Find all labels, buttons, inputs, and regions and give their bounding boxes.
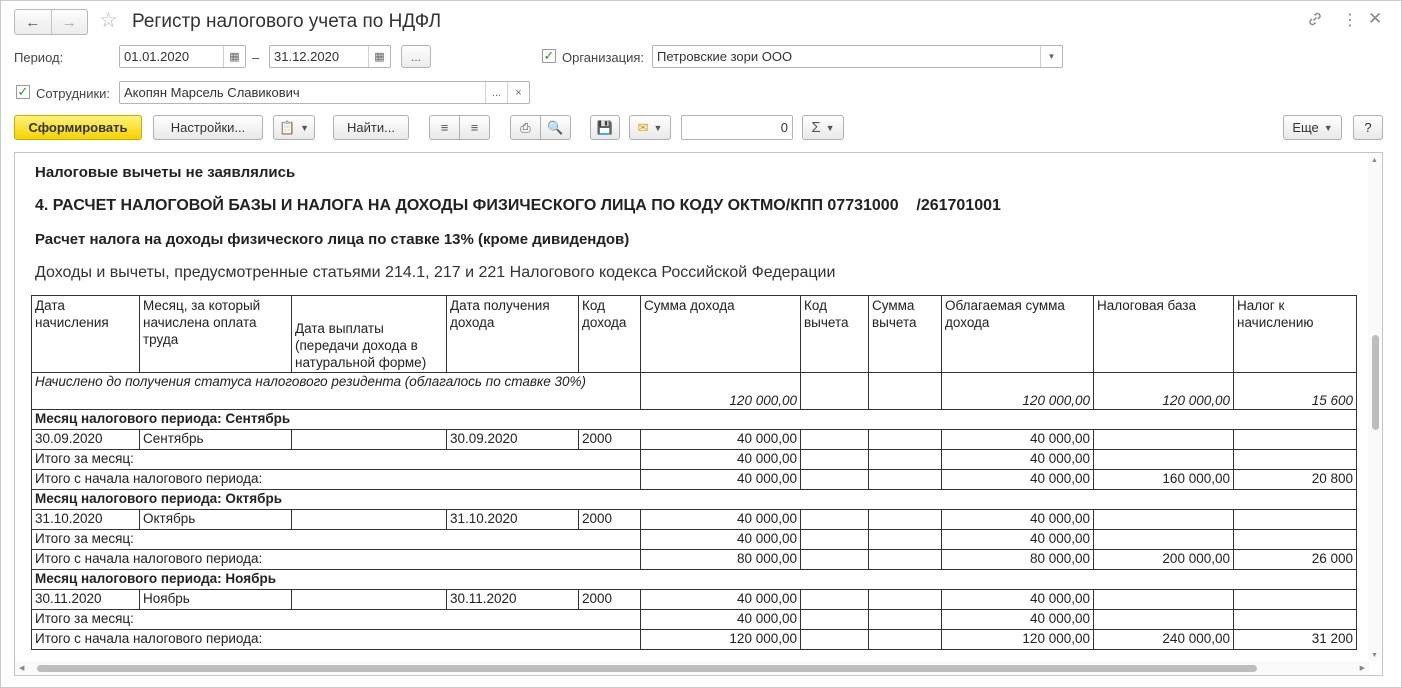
cell-income: 80 000,00 [641,550,801,570]
vertical-scroll-thumb[interactable] [1372,335,1379,430]
page-title: Регистр налогового учета по НДФЛ [132,11,442,32]
table-row [32,590,1357,610]
generate-button[interactable]: Сформировать [14,115,142,140]
cell-receipt-date: 31.10.2020 [447,510,579,530]
column-header: Налог к начислению [1234,296,1357,373]
sigma-icon: Σ [811,119,821,136]
horizontal-scroll-thumb[interactable] [37,665,1257,672]
month-total-row [32,530,1357,550]
cell-base: 200 000,00 [1094,550,1234,570]
cell-base: 240 000,00 [1094,630,1234,650]
column-header: Налоговая база [1094,296,1234,373]
cell-empty [1234,610,1357,630]
settings-button[interactable]: Настройки... [153,115,263,140]
cell-month: Сентябрь [140,430,292,450]
ytd-total-label: Итого с начала налогового периода: [32,550,641,570]
cell-empty [292,430,447,450]
cell-taxable: 40 000,00 [942,510,1094,530]
report-document[interactable] [14,152,1383,676]
cell-empty [869,510,942,530]
horizontal-scrollbar[interactable] [15,661,1369,675]
column-header: Сумма дохода [641,296,801,373]
employee-value: Акопян Марсель Славикович [124,85,300,100]
report-variants-button[interactable] [273,115,315,140]
scroll-down-icon[interactable]: ▼ [1371,652,1378,659]
cell-empty [292,510,447,530]
cell-empty [869,590,942,610]
collapse-groups-button[interactable] [459,115,490,140]
column-header: Дата начисления [32,296,140,373]
more-button[interactable] [1283,115,1342,140]
employee-select-button[interactable]: ... [485,82,507,103]
table-row [32,510,1357,530]
cell-empty [1094,530,1234,550]
column-header: Дата получения дохода [447,296,579,373]
more-vertical-icon[interactable]: ⋮ [1342,12,1358,29]
cell-taxable: 40 000,00 [942,430,1094,450]
ytd-total-row [32,550,1357,570]
rate-title: Расчет налога на доходы физического лица по ставке 13% (кроме дивидендов) [35,231,630,248]
cell-month: Октябрь [140,510,292,530]
cell-empty [1234,450,1357,470]
chevron-down-icon: ▼ [653,122,663,133]
cell-month: Ноябрь [140,590,292,610]
cell-empty [1234,530,1357,550]
month-section-header: Месяц налогового периода: Ноябрь [32,570,1357,590]
date-from-field[interactable] [119,45,246,68]
organization-label: Организация: [562,50,645,65]
print-preview-button[interactable] [540,115,571,140]
period-select-button[interactable]: ... [401,45,431,68]
ytd-total-row [32,470,1357,490]
cell-empty [869,530,942,550]
cell-empty [801,470,869,490]
scroll-right-icon[interactable]: ▶ [1359,665,1365,672]
checkmark-icon: ✓ [543,48,555,63]
column-header: Код дохода [579,296,641,373]
date-from-value: 01.01.2020 [124,49,190,64]
cell-taxable: 80 000,00 [942,550,1094,570]
cell-empty [801,450,869,470]
title-bar [1,1,1401,43]
month-total-label: Итого за месяц: [32,450,641,470]
chevron-down-icon[interactable]: ▼ [1040,46,1062,67]
printer-icon: ⎙ [520,119,531,135]
cell-taxable: 120 000,00 [942,630,1094,650]
cell-empty [1094,430,1234,450]
cell-base: 160 000,00 [1094,470,1234,490]
month-section-header: Месяц налогового периода: Октябрь [32,490,1357,510]
table-row [32,430,1357,450]
sum-field[interactable]: 0 [681,115,793,140]
cell-accrual-date: 30.11.2020 [32,590,140,610]
arrow-right-icon: → [61,13,77,31]
star-icon[interactable]: ☆ [99,9,118,32]
chevron-down-icon: ▼ [825,122,835,133]
cell-code: 2000 [579,590,641,610]
calendar-icon[interactable]: ▦ [223,46,245,67]
forward-button[interactable] [51,10,88,34]
clear-icon[interactable]: × [507,82,529,103]
cell-empty [801,510,869,530]
navigation-buttons [14,9,88,35]
cell-taxable: 40 000,00 [942,450,1094,470]
cell-empty [1234,590,1357,610]
organization-checkbox[interactable] [542,49,556,63]
month-section-row [32,410,1357,430]
close-icon[interactable]: ✕ [1368,9,1383,28]
cell-empty [801,610,869,630]
cell-taxable: 120 000,00 [942,373,1094,410]
column-header: Сумма вычета [869,296,942,373]
cell-code: 2000 [579,430,641,450]
cell-empty [869,550,942,570]
sum-mode-button[interactable] [802,115,844,140]
save-button[interactable] [590,115,620,140]
cell-income: 40 000,00 [641,590,801,610]
cell-tax: 20 800 [1234,470,1357,490]
employee-field[interactable] [119,81,530,104]
date-to-field[interactable] [269,45,391,68]
help-button[interactable]: ? [1353,115,1383,140]
date-to-value: 31.12.2020 [274,49,340,64]
month-total-row [32,450,1357,470]
cell-empty [1094,510,1234,530]
cell-empty [801,630,869,650]
back-button[interactable] [15,10,51,34]
cell-empty [869,610,942,630]
cell-empty [1234,510,1357,530]
cell-empty [1094,610,1234,630]
cell-empty [869,470,942,490]
cell-empty [1094,450,1234,470]
month-section-row [32,570,1357,590]
month-total-label: Итого за месяц: [32,610,641,630]
print-preview-icon: 🔍 [547,119,564,135]
cell-tax: 31 200 [1234,630,1357,650]
cell-empty [801,530,869,550]
chevron-down-icon: ▼ [300,122,310,133]
ytd-total-row [32,630,1357,650]
cell-taxable: 40 000,00 [942,530,1094,550]
more-label: Еще [1292,120,1319,135]
scroll-left-icon[interactable]: ◀ [19,665,25,672]
cell-accrual-date: 31.10.2020 [32,510,140,530]
column-header: Месяц, за который начислена оплата труда [140,296,292,373]
find-button[interactable]: Найти... [333,115,409,140]
cell-income: 40 000,00 [641,610,801,630]
cell-empty [801,550,869,570]
ytd-total-label: Итого с начала налогового периода: [32,470,641,490]
cell-empty [869,450,942,470]
non-resident-row [32,373,1357,410]
expand-groups-button[interactable] [429,115,460,140]
column-header: Облагаемая сумма дохода [942,296,1094,373]
period-label: Период: [14,50,64,65]
send-email-button[interactable] [629,115,671,140]
cell-empty [292,590,447,610]
organization-value: Петровские зори ООО [657,49,793,64]
income-note: Доходы и вычеты, предусмотренные статьями 214.1, 217 и 221 Налогового кодекса Российской Федерации [35,264,836,281]
cell-income: 40 000,00 [641,450,801,470]
list-expand-icon: ≡ [440,120,449,135]
cell-empty [1094,590,1234,610]
cell-receipt-date: 30.09.2020 [447,430,579,450]
envelope-icon: ✉ [637,119,649,135]
floppy-disk-icon: 💾 [596,119,614,135]
clipboard-icon: 📋 [278,119,296,135]
cell-taxable: 40 000,00 [942,590,1094,610]
vertical-scrollbar[interactable] [1368,153,1382,661]
employees-checkbox[interactable] [16,85,30,99]
checkmark-icon: ✓ [17,84,29,99]
cell-empty [1234,430,1357,450]
cell-empty [801,430,869,450]
cell-tax: 15 600 [1234,373,1357,410]
calendar-icon[interactable]: ▦ [368,46,390,67]
list-collapse-icon: ≡ [470,120,479,135]
arrow-left-icon: ← [25,13,41,31]
month-total-row [32,610,1357,630]
cell-income: 40 000,00 [641,510,801,530]
table-header-row [32,296,1357,373]
cell-empty [801,590,869,610]
scroll-up-icon[interactable]: ▲ [1371,157,1378,164]
period-dash: – [252,50,260,65]
cell-taxable: 40 000,00 [942,610,1094,630]
cell-income: 40 000,00 [641,430,801,450]
tax-register-table [31,295,1357,650]
organization-field[interactable] [652,45,1063,68]
non-resident-label: Начислено до получения статуса налогового резидента (облагалось по ставке 30%) [32,373,641,410]
chevron-down-icon: ▼ [1323,122,1333,133]
month-section-row [32,490,1357,510]
cell-empty [869,630,942,650]
cell-income: 40 000,00 [641,470,801,490]
employees-label: Сотрудники: [36,86,111,101]
cell-empty [801,373,869,410]
month-total-label: Итого за месяц: [32,530,641,550]
cell-code: 2000 [579,510,641,530]
cell-receipt-date: 30.11.2020 [447,590,579,610]
cell-tax: 26 000 [1234,550,1357,570]
cell-taxable: 40 000,00 [942,470,1094,490]
print-button[interactable] [510,115,541,140]
cell-income: 120 000,00 [641,630,801,650]
link-icon[interactable] [1307,11,1323,31]
cell-empty [869,373,942,410]
column-header: Дата выплаты (передачи дохода в натуральной форме) [292,296,447,373]
cell-income: 120 000,00 [641,373,801,410]
column-header: Код вычета [801,296,869,373]
no-deductions-text: Налоговые вычеты не заявлялись [35,164,296,181]
cell-income: 40 000,00 [641,530,801,550]
cell-accrual-date: 30.09.2020 [32,430,140,450]
ytd-total-label: Итого с начала налогового периода: [32,630,641,650]
cell-base: 120 000,00 [1094,373,1234,410]
month-section-header: Месяц налогового периода: Сентябрь [32,410,1357,430]
section-title: 4. РАСЧЕТ НАЛОГОВОЙ БАЗЫ И НАЛОГА НА ДОХОДЫ ФИЗИЧЕСКОГО ЛИЦА ПО КОДУ ОКТМО/КПП 07731000 /261701001 [35,197,1001,214]
cell-empty [869,430,942,450]
